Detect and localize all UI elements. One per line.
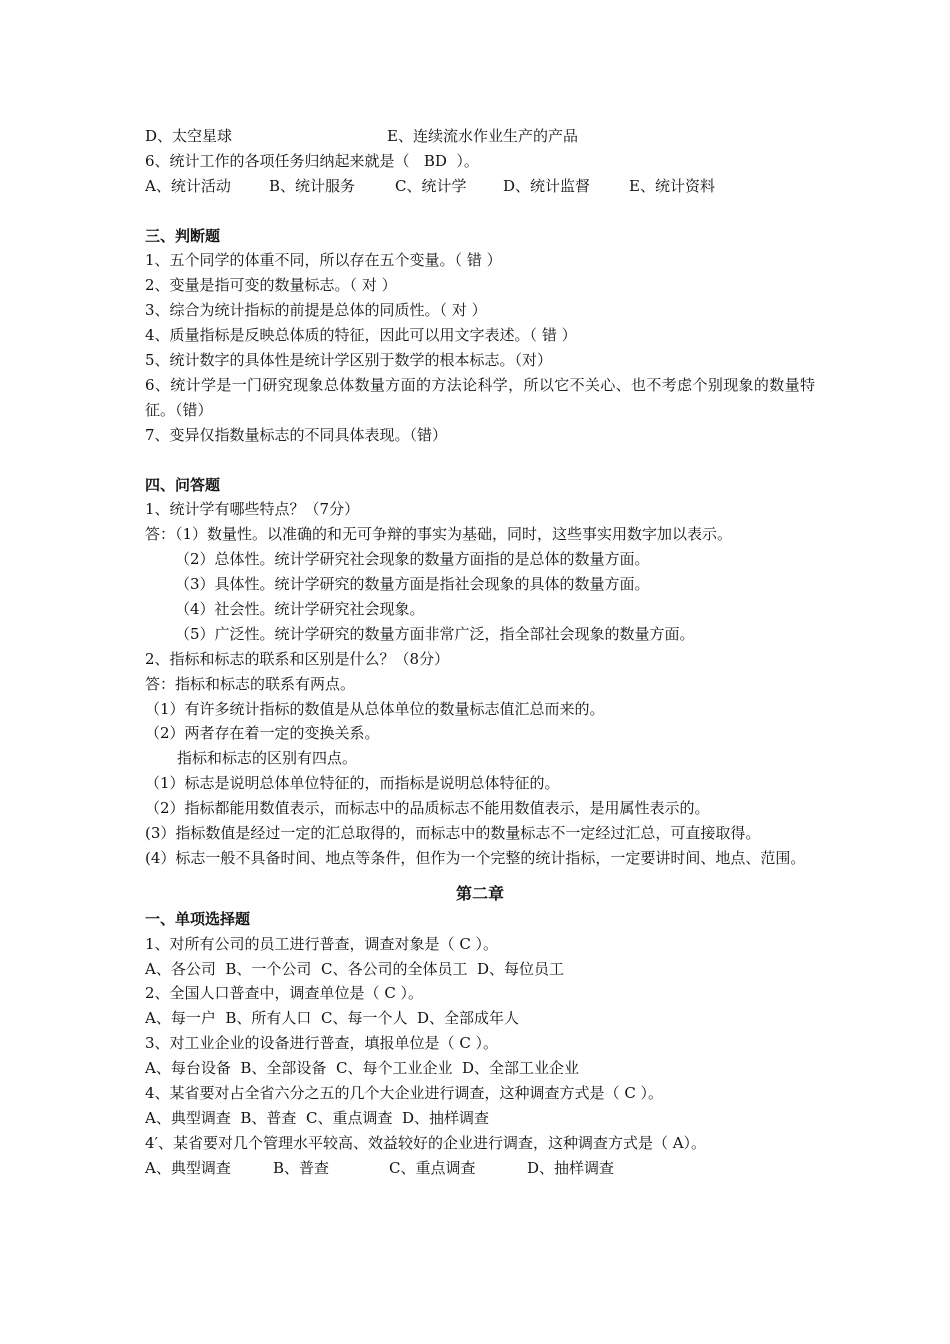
qa-answer-1-point: （2）总体性。统计学研究社会现象的数量方面指的是总体的数量方面。 [175,550,650,569]
chapter-title: 第二章 [455,883,504,903]
choice-question: 2、全国人口普查中，调查单位是（ C ）。 [145,984,424,1003]
qa-answer-2-diff: （1）标志是说明总体单位特征的，而指标是说明总体特征的。 [145,774,560,793]
option-d: D、抽样调查 [527,1158,615,1177]
choice-options [145,1056,815,1081]
qa-answer-2-diff: (4）标志一般不具备时间、地点等条件，但作为一个完整的统计指标，一定要讲时间、地点、范围。 [145,848,806,867]
question-6: 6、统计工作的各项任务归纳起来就是（ BD ）。 [145,151,479,170]
option-a: A、每一户 [145,1009,216,1028]
option-c: C、统计学 [395,176,467,195]
judgement-item: 5、统计数字的具体性是统计学区别于数学的根本标志。（对） [145,351,553,370]
option-b: B、普查 [240,1108,297,1127]
qa-question-2: 2、指标和标志的联系和区别是什么？（8分） [145,649,450,668]
qa-answer-2-diff-intro: 指标和标志的区别有四点。 [177,749,358,768]
option-a: A、每台设备 [145,1059,231,1078]
qa-question-1: 1、统计学有哪些特点？（7分） [145,500,360,519]
qa-answer-2-diff: (3）指标数值是经过一定的汇总取得的，而标志中的数量标志不一定经过汇总，可直接取得。 [145,823,761,842]
option-a: A、典型调查 [145,1108,231,1127]
option-e: E、连续流水作业生产的产品 [387,127,578,145]
judgement-title: 三、判断题 [145,226,221,245]
option-b: B、普查 [273,1158,330,1177]
option-e: E、统计资料 [629,176,715,195]
option-c: C、每个工业企业 [335,1059,453,1078]
judgement-item: 7、变异仅指数量标志的不同具体表现。（错） [145,425,448,444]
judgement-item: 3、综合为统计指标的前提是总体的同质性。（ 对 ） [145,301,487,320]
option-d: D、全部工业企业 [462,1059,580,1078]
option-c: C、每一个人 [320,1009,408,1028]
qa-title: 四、问答题 [145,475,221,494]
option-d: D、统计监督 [503,176,591,195]
judgement-item: 6、统计学是一门研究现象总体数量方面的方法论科学，所以它不关心、也不考虑个别现象的数量特征。（错） [145,375,815,419]
option-c: C、重点调查 [305,1108,393,1127]
choice-question: 3、对工业企业的设备进行普查，填报单位是（ C ）。 [145,1034,499,1053]
option-b: B、一个公司 [225,959,312,978]
choice-options [145,1106,815,1131]
qa-answer-1: 答：（1）数量性。以准确的和无可争辩的事实为基础，同时，这些事实用数字加以表示。 [145,525,733,544]
option-c: C、各公司的全体员工 [320,959,468,978]
option-c: C、重点调查 [389,1158,476,1177]
qa-answer-2-link: （1）有许多统计指标的数值是从总体单位的数量标志值汇总而来的。 [145,699,605,718]
qa-answer-2-diff: （2）指标都能用数值表示，而标志中的品质标志不能用数值表示，是用属性表示的。 [145,799,710,818]
choice-question: 4、某省要对占全省六分之五的几个大企业进行调查，这种调查方式是（ C ）。 [145,1084,664,1102]
document-page [145,124,815,1181]
option-d: D、抽样调查 [402,1108,490,1127]
choice-options [145,1156,815,1181]
option-d: D、全部成年人 [417,1009,520,1028]
judgement-item: 1、五个同学的体重不同，所以存在五个变量。（ 错 ） [145,251,502,270]
section-title: 一、单项选择题 [145,909,251,928]
qa-answer-1-point: （4）社会性。统计学研究社会现象。 [175,599,425,618]
question-6-options [145,174,815,199]
choice-options [145,1006,815,1031]
options-line-de [145,124,815,149]
qa-answer-2-intro: 答：指标和标志的联系有两点。 [145,674,356,693]
judgement-item: 2、变量是指可变的数量标志。（ 对 ） [145,276,397,295]
option-a: A、典型调查 [145,1158,231,1177]
qa-answer-1-point: （5）广泛性。统计学研究的数量方面非常广泛，指全部社会现象的数量方面。 [175,624,695,643]
option-b: B、全部设备 [240,1059,327,1078]
qa-answer-2-link: （2）两者存在着一定的变换关系。 [145,724,380,743]
option-b: B、统计服务 [269,176,356,195]
option-a: A、各公司 [145,959,216,978]
qa-answer-1-point: （3）具体性。统计学研究的数量方面是指社会现象的具体的数量方面。 [175,575,650,594]
option-b: B、所有人口 [225,1009,312,1028]
option-d: D、每位员工 [477,959,565,978]
option-a: A、统计活动 [145,176,231,195]
judgement-item: 4、质量指标是反映总体质的特征，因此可以用文字表述。（ 错 ） [145,326,577,345]
option-d: D、太空星球 [145,127,233,145]
choice-question: 1、对所有公司的员工进行普查，调查对象是（ C ）。 [145,934,499,953]
choice-question: 4′、某省要对几个管理水平较高、效益较好的企业进行调查，这种调查方式是（ A）。 [145,1133,707,1152]
choice-options [145,957,815,982]
